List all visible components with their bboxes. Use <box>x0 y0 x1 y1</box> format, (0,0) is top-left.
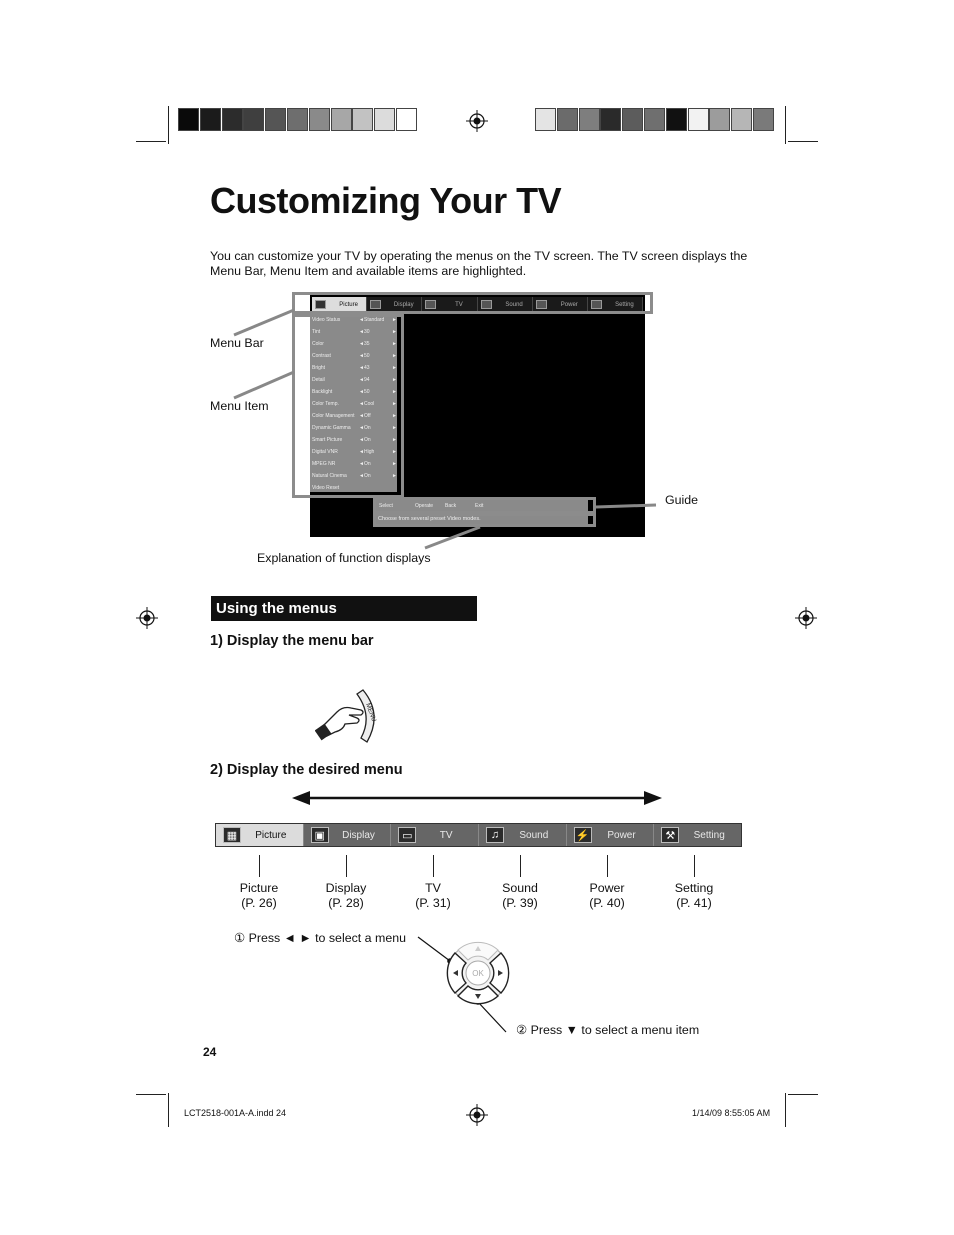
left-arrow-icon: ◄ <box>359 413 364 419</box>
reference-name: TV <box>425 881 441 895</box>
reference-tick-line <box>607 855 608 877</box>
mini-menu-label: Natural Cinema <box>312 473 347 479</box>
mini-menu-value: 35 <box>364 341 370 347</box>
label-explanation: Explanation of function displays <box>257 551 431 565</box>
left-arrow-icon: ◄ <box>359 437 364 443</box>
footer-filename: LCT2518-001A-A.indd 24 <box>184 1108 287 1118</box>
instruction-select-item-text: Press ▼ to select a menu item <box>530 1023 700 1037</box>
reference-page: (P. 31) <box>415 896 451 910</box>
step-2-heading: 2) Display the desired menu <box>210 762 403 778</box>
mini-tab-label: Setting <box>615 301 634 308</box>
label-guide: Guide <box>665 493 699 507</box>
right-arrow-icon: ► <box>392 449 397 455</box>
left-arrow-icon: ◄ <box>359 425 364 431</box>
reference-tick-line <box>346 855 347 877</box>
reference-tick-line <box>259 855 260 877</box>
reference-tick-line <box>520 855 521 877</box>
mini-menu-value: High <box>364 449 375 455</box>
footer-timestamp: 1/14/09 8:55:05 AM <box>692 1108 771 1118</box>
tab-picture[interactable] <box>216 824 304 846</box>
left-arrow-icon: ◄ <box>359 329 364 335</box>
reference-name: Sound <box>502 881 538 895</box>
right-arrow-icon: ► <box>392 413 397 419</box>
page-title: Customizing Your TV <box>210 180 562 221</box>
right-arrow-icon: ► <box>392 425 397 431</box>
left-arrow-icon: ◄ <box>359 365 364 371</box>
reference-tick-line <box>694 855 695 877</box>
left-arrow-icon: ◄ <box>359 341 364 347</box>
registration-target-icon <box>795 607 817 629</box>
left-arrow-icon: ◄ <box>359 461 364 467</box>
left-right-arrow-icon <box>290 788 664 808</box>
tab-display[interactable] <box>304 824 392 846</box>
mini-menu-label: Contrast <box>312 353 331 359</box>
reference-name: Picture <box>239 881 279 895</box>
left-arrow-icon: ◄ <box>359 353 364 359</box>
hand-pressing-menu-button-icon <box>315 686 385 746</box>
mini-menu-label: Digital VNR <box>312 449 338 455</box>
menu-reference-tv <box>388 881 478 911</box>
explanation-text: Choose from several preset Video modes. <box>378 516 481 522</box>
right-arrow-icon: ► <box>392 329 397 335</box>
guide-select: Select <box>379 503 393 509</box>
mini-tab-label: Sound <box>505 301 523 308</box>
left-arrow-icon: ◄ <box>359 377 364 383</box>
mini-tab-label: Power <box>560 301 578 308</box>
wrench-icon: ⚒ <box>661 827 679 843</box>
right-arrow-icon: ► <box>392 341 397 347</box>
tab-label: Setting <box>693 829 725 841</box>
reference-page: (P. 26) <box>241 896 277 910</box>
remote-dpad-diagram <box>410 935 530 1045</box>
menu-reference-picture <box>214 881 304 911</box>
mini-tab-label: Display <box>393 301 414 308</box>
mini-menu-value: On <box>364 425 371 431</box>
ok-button-label: OK <box>472 969 484 978</box>
mini-menu-value: 50 <box>364 353 370 359</box>
left-arrow-icon: ◄ <box>359 317 364 323</box>
right-arrow-icon: ► <box>392 365 397 371</box>
mini-menu-label: Smart Picture <box>312 437 343 443</box>
callout-lines <box>0 0 954 600</box>
mini-menu-label: Bright <box>312 365 326 371</box>
reference-name: Display <box>325 881 367 895</box>
guide-exit: Exit <box>475 503 484 509</box>
tab-sound[interactable] <box>479 824 567 846</box>
guide-back: Back <box>445 503 457 509</box>
mini-menu-value: On <box>364 437 371 443</box>
reference-tick-line <box>433 855 434 877</box>
mini-menu-label: Color <box>312 341 324 347</box>
left-arrow-icon: ◄ <box>359 473 364 479</box>
power-icon: ⚡ <box>574 827 592 843</box>
intro-paragraph: You can customize your TV by operating the menus on the TV screen. The TV screen displays the Menu Bar, Menu Item and available items are highlighted. <box>210 249 748 278</box>
picture-icon: ▦ <box>223 827 241 843</box>
mini-menu-value: 30 <box>364 329 370 335</box>
mini-menu-value: Cool <box>364 401 375 407</box>
mini-menu-label: Color Temp. <box>312 401 339 407</box>
tab-label: Display <box>342 829 375 841</box>
crop-mark <box>785 1093 786 1127</box>
mini-menu-label: Color Management <box>312 413 355 419</box>
instruction-select-item <box>516 1022 699 1037</box>
tab-power[interactable] <box>567 824 655 846</box>
left-arrow-icon: ◄ <box>359 401 364 407</box>
menu-reference-power <box>562 881 652 911</box>
right-arrow-icon: ► <box>392 437 397 443</box>
mini-tab-label: Picture <box>339 301 358 308</box>
label-menu-bar: Menu Bar <box>210 336 264 350</box>
guide-operate: Operate <box>415 503 434 509</box>
right-arrow-icon: ► <box>392 401 397 407</box>
right-arrow-icon: ► <box>392 461 397 467</box>
crop-mark <box>788 1094 818 1095</box>
reference-page: (P. 39) <box>502 896 538 910</box>
right-arrow-icon: ► <box>392 317 397 323</box>
menu-bar <box>215 823 742 847</box>
right-arrow-icon: ► <box>392 353 397 359</box>
step-1-heading: 1) Display the menu bar <box>210 633 374 649</box>
mini-menu-value: Off <box>364 413 371 419</box>
tab-label: Power <box>607 829 636 841</box>
crop-mark <box>136 1094 166 1095</box>
registration-target-icon <box>466 1104 488 1126</box>
left-arrow-icon: ◄ <box>359 389 364 395</box>
music-note-icon: ♫ <box>486 827 504 843</box>
mini-menu-label: MPEG NR <box>312 461 336 467</box>
menu-reference-display <box>301 881 391 911</box>
tab-setting[interactable] <box>654 824 741 846</box>
mini-menu-label: Video Status <box>312 317 341 323</box>
display-icon: ▣ <box>311 827 329 843</box>
section-heading: Using the menus <box>211 596 477 621</box>
reference-page: (P. 28) <box>328 896 364 910</box>
mini-menu-value: 43 <box>364 365 370 371</box>
right-arrow-icon: ► <box>392 377 397 383</box>
mini-menu-value: On <box>364 473 371 479</box>
mini-menu-label: Detail <box>312 377 325 383</box>
reference-name: Setting <box>674 881 714 895</box>
menu-button-label: MENU <box>364 702 378 723</box>
mini-menu-label: Backlight <box>312 389 333 395</box>
mini-menu-value: Standard <box>364 317 385 323</box>
mini-menu-label: Dynamic Gamma <box>312 425 351 431</box>
tv-icon: ▭ <box>398 827 416 843</box>
reference-name: Power <box>589 881 625 895</box>
mini-menu-value: 94 <box>364 377 370 383</box>
label-menu-item: Menu Item <box>210 399 269 413</box>
mini-tab-label: TV <box>455 301 463 308</box>
right-arrow-icon: ► <box>392 389 397 395</box>
mini-menu-label: Tint <box>312 329 321 335</box>
step-marker-2: ② <box>516 1023 528 1037</box>
tab-tv[interactable] <box>391 824 479 846</box>
menu-reference-setting <box>649 881 739 911</box>
registration-target-icon <box>136 607 158 629</box>
tab-label: TV <box>439 829 453 841</box>
instruction-select-menu <box>234 930 406 945</box>
right-arrow-icon: ► <box>392 473 397 479</box>
mini-menu-label: Video Reset <box>312 485 340 491</box>
reference-page: (P. 41) <box>676 896 712 910</box>
instruction-select-menu-text: Press ◄ ► to select a menu <box>248 931 407 945</box>
crop-mark <box>168 1093 169 1127</box>
left-arrow-icon: ◄ <box>359 449 364 455</box>
mini-menu-value: On <box>364 461 371 467</box>
tab-label: Picture <box>255 829 287 841</box>
reference-page: (P. 40) <box>589 896 625 910</box>
mini-menu-value: 50 <box>364 389 370 395</box>
menu-reference-sound <box>475 881 565 911</box>
tab-label: Sound <box>519 829 549 841</box>
step-marker-1: ① <box>234 931 246 945</box>
page-number: 24 <box>203 1045 217 1059</box>
